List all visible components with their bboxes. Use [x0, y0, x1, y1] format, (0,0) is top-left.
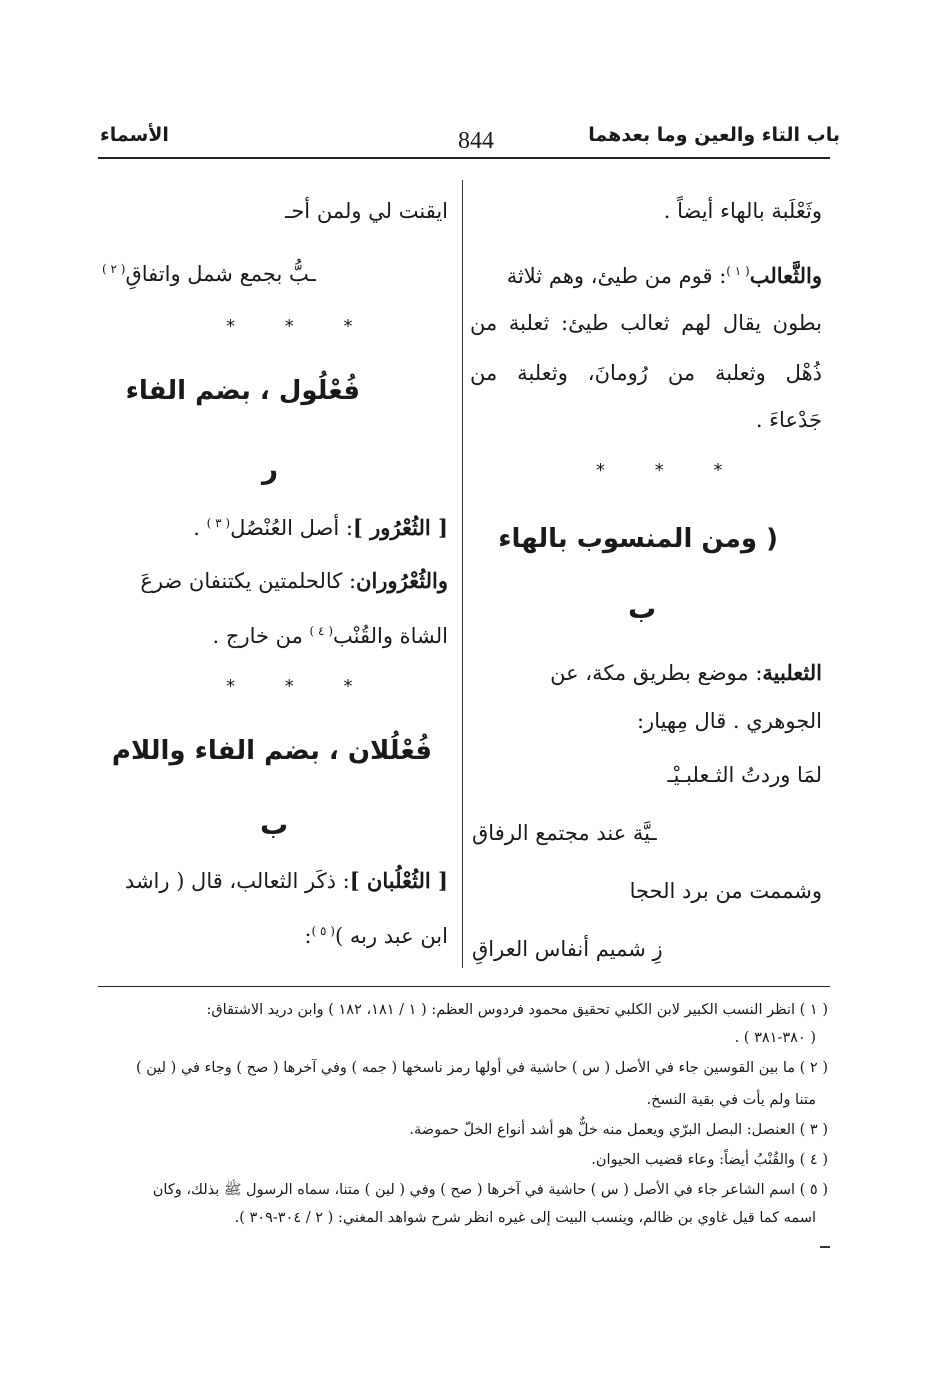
running-head-right: باب التاء والعين وما بعدهما — [588, 124, 840, 146]
letter-heading: ب — [260, 808, 289, 841]
footnote-5: ( ٥ ) اسم الشاعر جاء في الأصل ( س ) حاشية في آخرها ( صح ) وفي ( لين ) متنا، سماه الرسول ﷺ بذلك، وكان — [152, 1182, 828, 1198]
entry-text: : موضع بطريق مكة، عن — [550, 661, 763, 685]
verse-line — [102, 254, 316, 289]
footnote-ref: ( ٣ ) — [206, 516, 231, 530]
footnote-2-cont: متنا ولم يأت في بقية النسخ. — [646, 1092, 816, 1108]
entry-text-end: من خارج . — [212, 624, 310, 648]
entry-term: والثُعْرُوران — [356, 568, 448, 593]
entry-term: والثَّعالب — [749, 263, 822, 288]
entry-text: : ذكَر الثعالب، قال ( راشد — [124, 869, 350, 893]
footnote-5-cont: اسمه كما قيل غاوي بن ظالم، وينسب البيت إلى غيره انظر شرح شواهد المغني: ( ٢ / ٣٠٤-٣٠٩ ). — [234, 1210, 816, 1226]
separator-stars: * * * — [226, 676, 375, 697]
footnote-ref: ( ٤ ) — [309, 624, 333, 638]
footnote-2: ( ٢ ) ما بين القوسين جاء في الأصل ( س ) حاشية في أولها رمز ناسخها ( جمه ) وفي آخرها ( صح ) وجاء في ( لين ) — [135, 1060, 828, 1076]
text-line: الجوهري . قال مِهيار: — [636, 709, 822, 733]
footnote-1: ( ١ ) انظر النسب الكبير لابن الكلبي تحقيق محمود فردوس العظم: ( ١ / ١٨١، ١٨٢ ) وابن دريد الاشتقاق: — [206, 1002, 828, 1018]
entry-term: [ الثُعْلُبان ] — [349, 868, 448, 893]
entry-text: ابن عبد ربه ) — [334, 924, 448, 948]
entry-text: : أصل العُنْصُل — [230, 516, 353, 540]
verse-line: وشممت من برد الحجا — [629, 879, 822, 903]
footnote-rule — [98, 986, 830, 987]
footnote-3: ( ٣ ) العنصل: البصل البرّي ويعمل منه خلٌّ هو أشد أنواع الخلّ حموضة. — [409, 1122, 828, 1138]
text-line — [213, 616, 448, 651]
entry-thulubaan — [96, 866, 448, 896]
entry-text: : قوم من طيئ، وهم ثلاثة — [506, 264, 727, 288]
page-mark — [820, 1246, 830, 1248]
footnote-ref: ( ٢ ) — [102, 262, 126, 276]
entry-thururan — [96, 566, 448, 596]
page-number: 844 — [458, 128, 494, 154]
section-heading: ( ومن المنسوب بالهاء — [498, 524, 778, 554]
verse-line: زِ شميم أنفاس العراقِ — [472, 937, 663, 961]
verse-line: ـيَّة عند مجتمع الرفاق — [472, 821, 657, 845]
text-line — [304, 916, 448, 951]
entry-text-end: . — [193, 516, 207, 540]
footnote-ref: ( ٥ ) — [311, 924, 335, 938]
entry-thaalib — [470, 256, 822, 291]
text-line: ذُهْل وثعلبة من رُومانَ، وثعلبة من — [470, 361, 822, 385]
running-head-left: الأسماء — [100, 124, 169, 146]
entry-term: الثعلبية — [762, 660, 822, 685]
footnote-ref: ( ١ ) — [726, 264, 750, 278]
entry-text-end: : — [304, 924, 312, 948]
section-heading: فُعْلُول ، بضم الفاء — [125, 376, 360, 406]
verse-line: ايقنت لي ولمن أحـ — [285, 199, 448, 223]
letter-heading: ب — [628, 592, 657, 625]
entry-term: [ الثُعْرُور ] — [352, 515, 448, 540]
entry-thaalabiyya — [470, 658, 822, 688]
entry-text: : كالحلمتين يكتنفان ضرعَ — [140, 569, 357, 593]
footnote-1-cont: ( ٣٨٠-٣٨١ ) . — [734, 1030, 816, 1046]
separator-stars: * * * — [596, 460, 745, 481]
header-rule — [98, 157, 830, 159]
letter-heading: ر — [262, 452, 279, 485]
verse-line: لمَا وردتُ الثـعلبـيْـ — [667, 763, 822, 787]
section-heading: فُعْلُلان ، بضم الفاء واللام — [111, 736, 433, 766]
verse-text: ـبُّ بجمع شمل واتفاقِ — [125, 262, 316, 286]
text-line: جَدْعاءَ . — [755, 408, 822, 432]
entry-thurur — [193, 508, 448, 543]
column-divider — [462, 180, 463, 968]
text-line: بطون يقال لهم ثعالب طيئ: ثعلبة من — [470, 311, 822, 335]
entry-text: الشاة والقُنْب — [333, 624, 448, 648]
footnote-4: ( ٤ ) والقُنْبُ أيضاً: وعاء قضيب الحيوان. — [591, 1152, 828, 1168]
text-line: وثَعْلَبة بالهاء أيضاً . — [663, 199, 822, 223]
separator-stars: * * * — [226, 316, 375, 337]
